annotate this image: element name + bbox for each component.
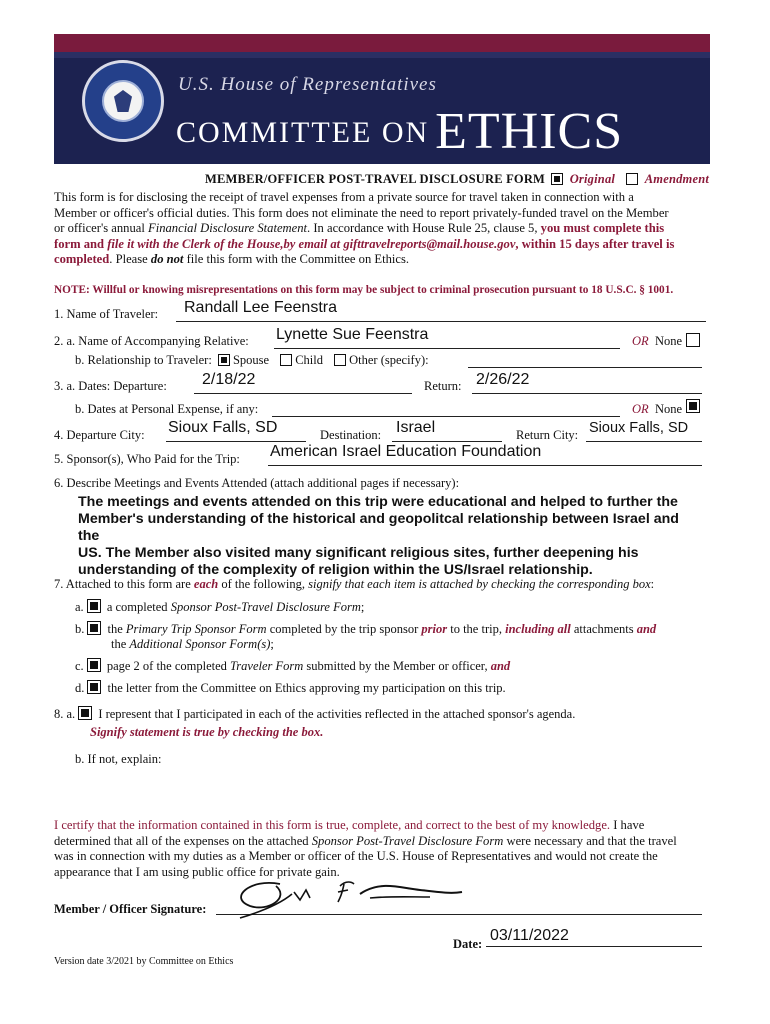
sponsor-field[interactable]: American Israel Education Foundation	[270, 443, 542, 460]
certify-line-1b: I have	[610, 818, 645, 832]
seal-center	[102, 80, 144, 122]
q3b-underline	[272, 416, 620, 417]
q8a-checkbox[interactable]	[78, 706, 92, 720]
intro-line-1: This form is for disclosing the receipt of travel expenses from a private source for travel taken in connection with a	[54, 190, 634, 204]
departure-underline	[194, 393, 412, 394]
q7b-text-2: Primary Trip Sponsor Form	[125, 622, 267, 636]
intro-3c: . In accordance with House Rule 25, clause 5,	[307, 221, 541, 235]
banner-title	[176, 96, 624, 160]
q7-intro-e: :	[650, 577, 655, 591]
q7b-text-1: the	[107, 622, 126, 636]
q7-intro	[54, 577, 654, 592]
q2a-label: 2. a. Name of Accompanying Relative:	[54, 334, 249, 348]
date-field[interactable]: 03/11/2022	[490, 927, 569, 944]
q3a-label: 3. a. Dates: Departure:	[54, 379, 167, 393]
signature-label: Member / Officer Signature:	[54, 902, 207, 916]
q7-intro-d: signify that each item is attached by checking the corresponding box	[308, 577, 651, 591]
destination-field[interactable]: Israel	[396, 419, 436, 436]
certify-line-3: was in connection with my duties as a Member or officer of the U.S. House of Representatives and would not create the	[54, 849, 658, 863]
q7a-text-3: ;	[360, 600, 365, 614]
spouse-checkbox[interactable]	[218, 354, 230, 366]
return-city-label: Return City:	[516, 428, 579, 442]
q7b-text-10: Additional Sponsor Form(s)	[129, 637, 271, 651]
certify-line-1	[54, 818, 714, 834]
q2a-none-checkbox[interactable]	[686, 333, 700, 347]
q7a-checkbox[interactable]	[87, 599, 101, 613]
description-line-3: US. The Member also visited many significant religious sites, further deepening his	[78, 545, 639, 561]
header-banner	[54, 34, 710, 164]
certify-line-2b: Sponsor Post-Travel Disclosure Form	[311, 833, 504, 848]
intro-5b: . Please	[109, 252, 151, 266]
q7b-text-8: and	[636, 622, 657, 636]
q2a-none-label: None	[655, 334, 683, 348]
q7c-checkbox[interactable]	[87, 658, 101, 672]
banner-stripe	[54, 34, 710, 52]
intro-5a: completed	[54, 252, 110, 266]
q7-intro-b: each	[193, 577, 219, 591]
q3b-label: b. Dates at Personal Expense, if any:	[75, 402, 259, 416]
q7b-text-9: the	[111, 637, 130, 651]
child-checkbox[interactable]	[280, 354, 292, 366]
relative-name-field[interactable]: Lynette Sue Feenstra	[276, 326, 429, 343]
certification-paragraph	[54, 818, 714, 880]
child-label: Child	[295, 353, 323, 367]
destination-underline	[392, 441, 502, 442]
intro-line-2: Member or officer's official duties. This form does not eliminate the need to report privately-funded travel on the Member	[54, 205, 669, 220]
q8a-row	[54, 706, 575, 722]
intro-paragraph	[54, 190, 714, 268]
house-seal-icon	[82, 60, 164, 142]
q8-signify: Signify statement is true by checking the box.	[90, 725, 324, 739]
description-line-4: understanding of the complexity of religion within the US/Israel relationship.	[78, 562, 593, 578]
q7b-text-4: prior	[421, 622, 448, 636]
q7c-text-2: Traveler Form	[230, 659, 304, 673]
description-field[interactable]	[78, 494, 698, 579]
q7b-text-11: ;	[270, 637, 274, 651]
q7c-text-4: and	[490, 659, 511, 673]
q7a-row	[75, 599, 364, 615]
banner-title-main: ETHICS	[435, 103, 624, 160]
q7d-row	[75, 680, 506, 696]
other-label: Other (specify):	[349, 353, 429, 367]
spouse-label: Spouse	[232, 353, 270, 367]
amendment-label: Amendment	[644, 172, 710, 186]
q4-label: 4. Departure City:	[54, 428, 145, 442]
q6-label: 6. Describe Meetings and Events Attended (attach additional pages if necessary):	[54, 476, 460, 490]
q7c-label: c.	[75, 659, 84, 673]
intro-line-5	[54, 252, 714, 268]
q3b-none-checkbox[interactable]	[686, 399, 700, 413]
q3b-or: OR	[632, 402, 649, 416]
eagle-icon	[114, 90, 132, 112]
q8a-text: I represent that I participated in each of the activities reflected in the attached sponsor's agenda.	[98, 707, 576, 721]
q7d-text: the letter from the Committee on Ethics approving my participation on this trip.	[107, 681, 506, 695]
banner-title-prefix: COMMITTEE ON	[176, 116, 430, 149]
q7b-row	[75, 621, 656, 637]
q7b-row-2	[111, 637, 274, 652]
date-label: Date:	[453, 937, 483, 951]
q7c-row	[75, 658, 510, 674]
legal-note: NOTE: Willful or knowing misrepresentations on this form may be subject to criminal prosecution pursuant to 18 U.S.C. § 1001.	[54, 284, 674, 296]
q5-underline	[268, 465, 702, 466]
departure-city-underline	[166, 441, 306, 442]
return-underline	[472, 393, 702, 394]
date-underline	[486, 946, 702, 947]
intro-3b: Financial Disclosure Statement	[148, 221, 308, 235]
q7b-text-6: including all	[505, 622, 571, 636]
q1-underline	[176, 321, 706, 322]
q7b-text-5: to the trip,	[447, 622, 506, 636]
q7a-label: a.	[75, 600, 84, 614]
description-line-2: Member's understanding of the historical and geopolitcal relationship between Israel and the	[78, 511, 679, 544]
certify-line-2	[54, 834, 714, 850]
intro-line-3	[54, 221, 714, 237]
intro-3d: you must complete this	[540, 221, 665, 235]
q2a-or: OR	[632, 334, 649, 348]
form-title-text: MEMBER/OFFICER POST-TRAVEL DISCLOSURE FORM	[205, 172, 546, 186]
q7b-text-7: attachments	[570, 622, 637, 636]
intro-line-4	[54, 237, 714, 253]
q2b-label: b. Relationship to Traveler:	[75, 353, 212, 367]
destination-label: Destination:	[320, 428, 382, 442]
q8b-label: b. If not, explain:	[75, 752, 162, 766]
q2b-row	[75, 353, 429, 368]
certify-line-2a: determined that all of the expenses on the attached	[54, 833, 312, 848]
intro-4a: form and	[54, 236, 108, 251]
q1-label: 1. Name of Traveler:	[54, 307, 159, 321]
q7d-label: d.	[75, 681, 85, 695]
q8a-label: 8. a.	[54, 707, 76, 721]
description-line-1: The meetings and events attended on this trip were educational and helped to further the	[78, 494, 678, 510]
banner-stripe-dark	[54, 52, 710, 58]
q3b-none-label: None	[655, 402, 683, 416]
q2a-underline	[274, 348, 620, 349]
amendment-checkbox[interactable]	[626, 173, 638, 185]
return-label: Return:	[424, 379, 462, 393]
q7b-label: b.	[75, 622, 85, 636]
version-footer: Version date 3/2021 by Committee on Ethics	[54, 956, 234, 967]
intro-3a: or officer's annual	[54, 221, 149, 235]
return-city-underline	[586, 441, 702, 442]
intro-5c: do not	[150, 252, 184, 266]
certify-line-1a: I certify that the information contained in this form is true, complete, and correct to the best of my knowledge.	[54, 818, 611, 832]
intro-4c: , within 15 days after travel is	[515, 236, 675, 251]
q7-intro-c: of the following,	[218, 577, 309, 591]
q7-intro-a: 7. Attached to this form are	[54, 577, 194, 591]
q7a-text-2: Sponsor Post-Travel Disclosure Form	[170, 600, 361, 614]
q7a-text-1: a completed	[106, 600, 171, 614]
original-checkbox[interactable]	[551, 173, 563, 185]
return-city-field[interactable]: Sioux Falls, SD	[589, 420, 689, 436]
q7c-text-1: page 2 of the completed	[106, 659, 231, 673]
form-title	[205, 172, 709, 187]
departure-date-field[interactable]: 2/18/22	[202, 371, 256, 388]
other-underline	[468, 367, 702, 368]
signature-image[interactable]	[220, 872, 480, 924]
q7d-checkbox[interactable]	[87, 680, 101, 694]
certify-line-4: appearance that I am using public office for private gain.	[54, 864, 340, 879]
q7b-text-3: completed by the trip sponsor	[266, 622, 422, 636]
banner-subtitle: U.S. House of Representatives	[178, 74, 437, 95]
q5-label: 5. Sponsor(s), Who Paid for the Trip:	[54, 452, 240, 466]
traveler-name-field[interactable]: Randall Lee Feenstra	[184, 299, 337, 316]
certify-line-2c: were necessary and that the travel	[503, 833, 677, 848]
q7b-checkbox[interactable]	[87, 621, 101, 635]
departure-city-field[interactable]: Sioux Falls, SD	[168, 419, 278, 436]
return-date-field[interactable]: 2/26/22	[476, 371, 530, 388]
clerk-email-link[interactable]: file it with the Clerk of the House,by email at gifttravelreports@mail.house.gov	[107, 236, 516, 251]
other-checkbox[interactable]	[334, 354, 346, 366]
intro-5d: file this form with the Committee on Ethics.	[183, 252, 410, 266]
q7c-text-3: submitted by the Member or officer,	[303, 659, 491, 673]
original-label: Original	[569, 172, 616, 186]
